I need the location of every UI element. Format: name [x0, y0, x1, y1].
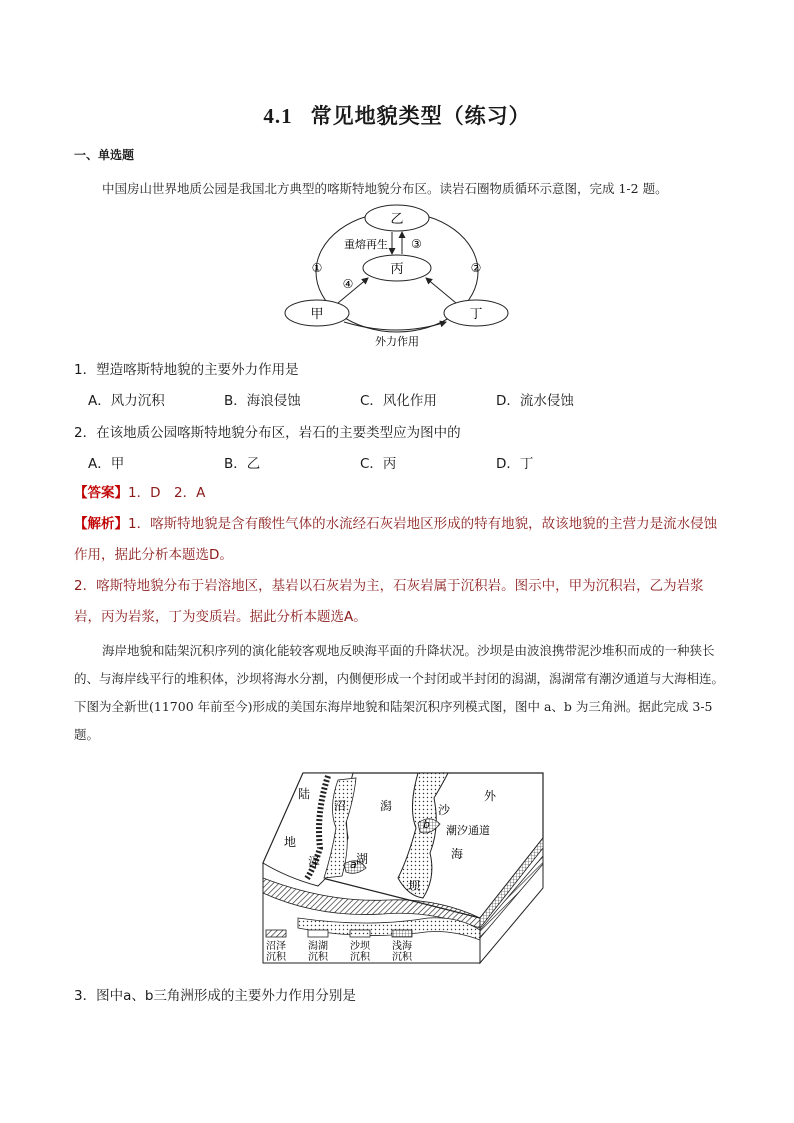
legend-swatch-sandbar — [350, 930, 370, 937]
question-1: 1．塑造喀斯特地貌的主要外力作用是 — [74, 362, 299, 378]
label-ze: 泽 — [308, 855, 321, 869]
section-heading: 一、单选题 — [74, 148, 135, 162]
analysis-paragraph-2: 2．喀斯特地貌分布于岩溶地区，基岩以石灰岩为主，石灰岩属于沉积岩。图示中，甲为沉积岩，乙为岩浆岩，丙为岩浆，丁为变质岩。据此分析本题选A。 — [74, 578, 704, 625]
intro-paragraph-2: 海岸地貌和陆架沉积序列的演化能较客观地反映海平面的升降状况。沙坝是由波浪携带泥沙堆积而成的一种狭长的、与海岸线平行的堆积体，沙坝将海水分割，内侧便形成一个封闭或半封闭的潟湖，潟湖常有潮汐通道与大海相连。下图为全新世(11700 年前至今)形成的美国东海岸地貌和陆架沉积序列模式图，图中 a、b 为三角洲。据此完成 3-5 题。 — [74, 643, 725, 742]
legend-label-marsh-1: 沼泽 — [266, 941, 286, 952]
legend-label-lagoon-1: 潟湖 — [308, 941, 328, 952]
legend-label-shallow-2: 沉积 — [392, 952, 412, 963]
question-2: 2．在该地质公园喀斯特地貌分布区，岩石的主要类型应为图中的 — [74, 425, 461, 441]
label-wai: 外 — [484, 789, 497, 803]
q2-option-b: B．乙 — [224, 456, 261, 472]
label-external: 外力作用 — [375, 335, 419, 348]
legend-label-lagoon-2: 沉积 — [308, 952, 328, 963]
analysis-paragraph-1 — [74, 509, 724, 571]
coastal-block-diagram — [258, 768, 550, 966]
label-a: a — [350, 858, 357, 871]
q2-option-d: D．丁 — [496, 456, 534, 472]
legend-label-sandbar-1: 沙坝 — [350, 941, 370, 952]
label-xi: 潟 — [380, 799, 393, 813]
q1-option-a: A．风力沉积 — [88, 393, 165, 409]
title-text: 常见地貌类型（练习） — [310, 103, 531, 128]
q1-option-c: C．风化作用 — [360, 393, 437, 409]
page-title — [0, 100, 794, 130]
question-2-options — [88, 452, 728, 472]
analysis-tag: 【解析】 — [74, 516, 128, 532]
label-bing: 丙 — [390, 262, 404, 277]
label-yi: 乙 — [390, 212, 404, 227]
q2-option-a: A．甲 — [88, 456, 125, 472]
legend-swatch-lagoon — [308, 930, 328, 937]
intro-paragraph-1: 中国房山世界地质公园是我国北方典型的喀斯特地貌分布区。读岩石圈物质循环示意图，完成 1-2 题。 — [102, 181, 668, 196]
answer-tag: 【答案】 — [74, 485, 128, 501]
label-jia: 甲 — [310, 307, 324, 322]
label-circle-4: ④ — [342, 277, 354, 291]
legend-label-sandbar-2: 沉积 — [350, 952, 370, 963]
label-tide: 潮汐通道 — [446, 824, 490, 837]
q1-option-d: D．流水侵蚀 — [496, 393, 574, 409]
title-number: 4.1 — [263, 104, 293, 128]
question-1-options — [88, 389, 728, 409]
arrow-ding-bing — [426, 278, 456, 303]
legend-label-marsh-2: 沉积 — [266, 952, 286, 963]
label-circle-1: ① — [311, 261, 323, 275]
answer-text: 1．D 2．A — [128, 485, 206, 501]
q1-option-b: B．海浪侵蚀 — [224, 393, 301, 409]
label-lu: 陆 — [298, 787, 311, 801]
q2-option-c: C．丙 — [360, 456, 397, 472]
analysis-text-1: 1．喀斯特地貌是含有酸性气体的水流经石灰岩地区形成的特有地貌，故该地貌的主营力是流水侵蚀作用，据此分析本题选D。 — [74, 516, 718, 563]
label-remelt: 重熔再生 — [344, 238, 388, 251]
arrow-external — [344, 322, 446, 330]
question-3: 3．图中a、b三角洲形成的主要外力作用分别是 — [74, 988, 356, 1004]
legend-swatch-shallow — [392, 930, 412, 937]
legend-swatch-marsh — [266, 930, 286, 937]
label-sha: 沙 — [438, 803, 451, 817]
label-b: b — [423, 818, 430, 831]
label-hu: 湖 — [356, 852, 369, 866]
label-ba: 坝 — [408, 879, 421, 893]
rock-cycle-diagram — [280, 202, 510, 350]
label-circle-2: ② — [470, 261, 482, 275]
label-zhao: 沼 — [334, 799, 347, 813]
label-hai: 海 — [451, 847, 464, 861]
label-circle-3: ③ — [411, 237, 422, 251]
answer-line — [74, 478, 724, 509]
legend-label-shallow-1: 浅海 — [392, 941, 412, 952]
label-di: 地 — [284, 835, 297, 849]
label-ding: 丁 — [469, 307, 483, 322]
